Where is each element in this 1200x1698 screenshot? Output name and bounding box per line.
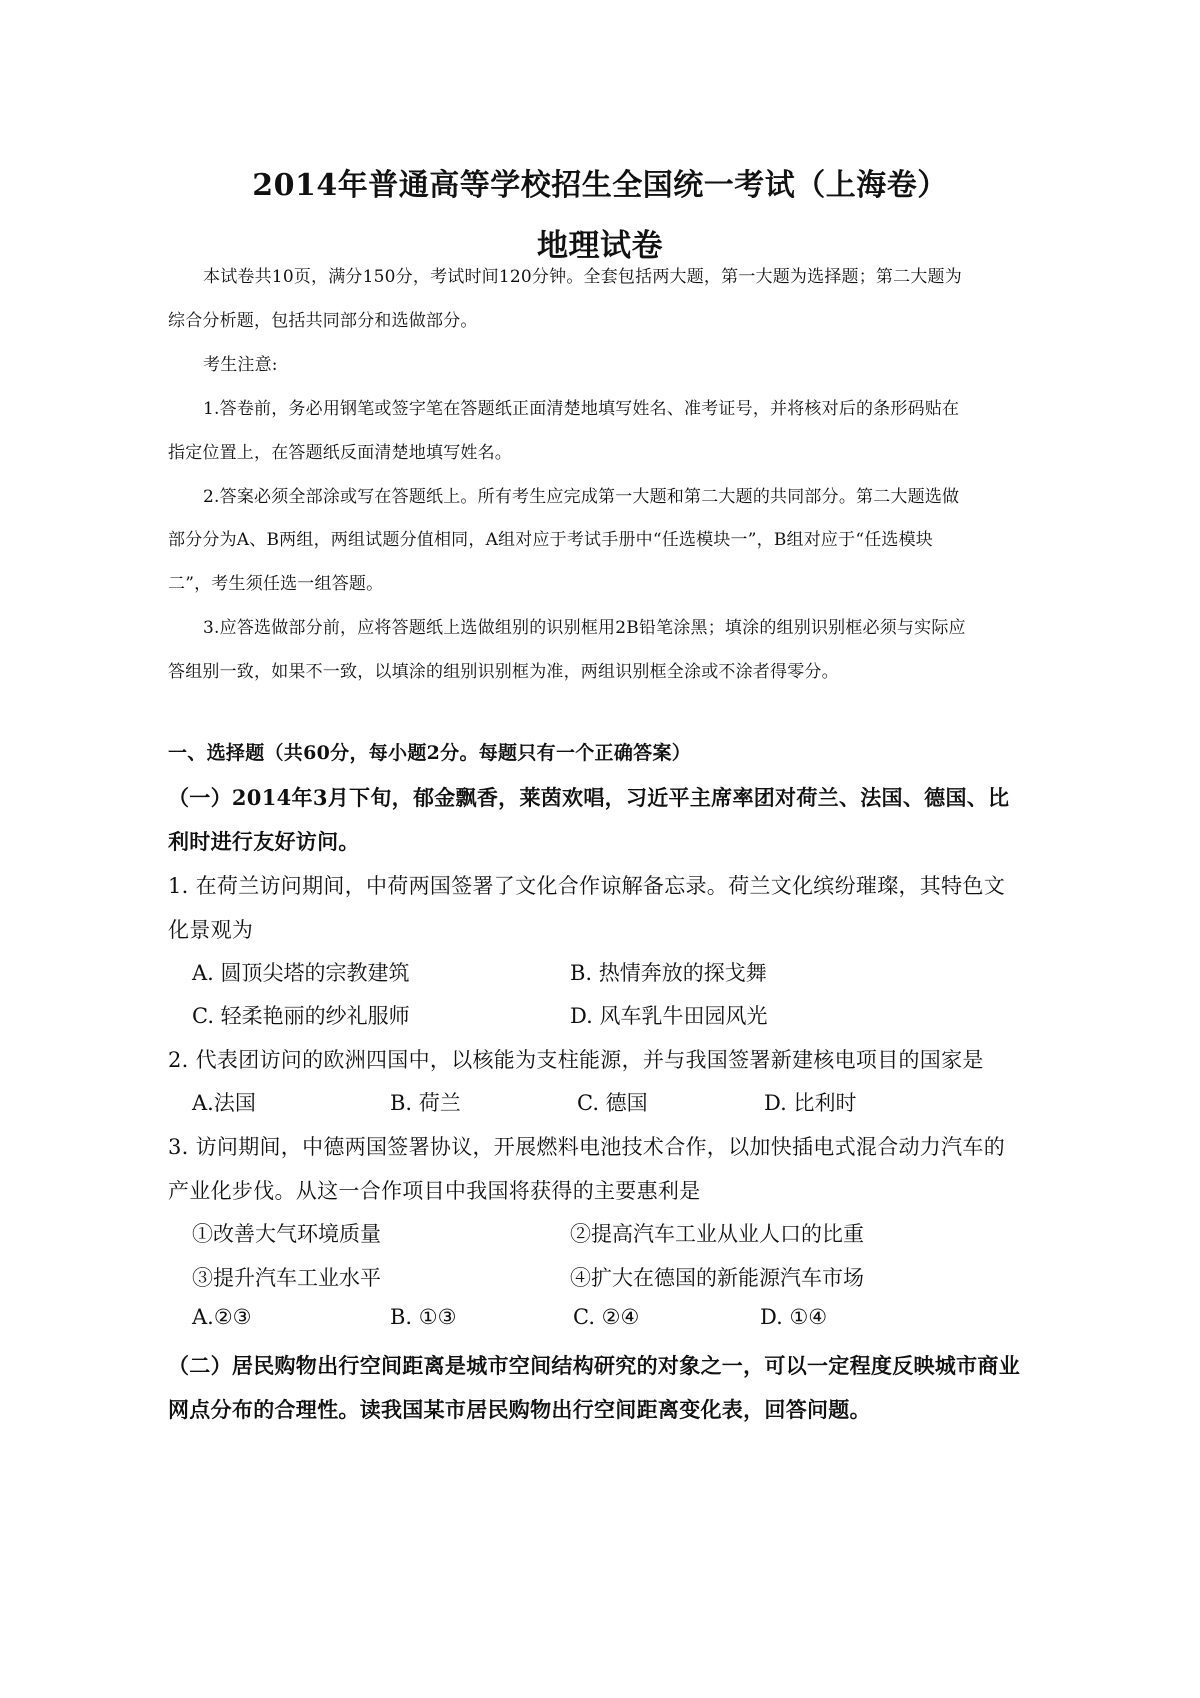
exam-subtitle: 地理试卷: [537, 228, 663, 264]
q3-item-4: ④扩大在德国的新能源汽车市场: [570, 1266, 864, 1290]
q3-stem-line1: 3. 访问期间，中德两国签署协议，开展燃料电池技术合作，以加快插电式混合动力汽车的: [168, 1135, 1006, 1159]
group2-intro-line2: 网点分布的合理性。读我国某市居民购物出行空间距离变化表，回答问题。: [168, 1397, 871, 1422]
q2-option-a: A.法国: [192, 1091, 256, 1115]
group1-intro-line2: 利时进行友好访问。: [168, 829, 360, 854]
q2-option-b: B. 荷兰: [390, 1091, 461, 1115]
note1-line1: 1.答卷前，务必用钢笔或签字笔在答题纸正面清楚地填写姓名、准考证号，并将核对后的条形码贴在: [203, 399, 960, 419]
note2-line1: 2.答案必须全部涂或写在答题纸上。所有考生应完成第一大题和第二大题的共同部分。第二大题选做: [203, 487, 960, 507]
note2-line3: 二”，考生须任选一组答题。: [168, 574, 384, 594]
q1-stem-line2: 化景观为: [168, 918, 254, 942]
q3-option-b: B. ①③: [390, 1305, 457, 1329]
q1-option-b: B. 热情奔放的探戈舞: [570, 961, 767, 985]
q1-option-c: C. 轻柔艳丽的纱礼服师: [192, 1004, 410, 1028]
q3-item-1: ①改善大气环境质量: [192, 1222, 381, 1246]
notice-heading: 考生注意:: [203, 355, 278, 375]
q2-option-c: C. 德国: [577, 1091, 648, 1115]
q1-stem-line1: 1. 在荷兰访问期间，中荷两国签署了文化合作谅解备忘录。荷兰文化缤纷璀璨，其特色文: [168, 874, 1006, 898]
note3-line2: 答组别一致，如果不一致，以填涂的组别识别框为准，两组识别框全涂或不涂者得零分。: [168, 662, 839, 682]
q1-option-a: A. 圆顶尖塔的宗教建筑: [192, 961, 410, 985]
section1-heading: 一、选择题（共60分，每小题2分。每题只有一个正确答案）: [168, 742, 692, 764]
q3-option-a: A.②③: [192, 1305, 252, 1329]
q3-item-2: ②提高汽车工业从业人口的比重: [570, 1222, 864, 1246]
q3-stem-line2: 产业化步伐。从这一合作项目中我国将获得的主要惠利是: [168, 1179, 701, 1203]
q2-option-d: D. 比利时: [764, 1091, 857, 1115]
intro-text-line2: 综合分析题，包括共同部分和选做部分。: [168, 311, 478, 331]
q3-option-c: C. ②④: [573, 1305, 640, 1329]
note1-line2: 指定位置上，在答题纸反面清楚地填写姓名。: [168, 443, 512, 463]
group2-intro-line1: （二）居民购物出行空间距离是城市空间结构研究的对象之一，可以一定程度反映城市商业: [168, 1353, 1020, 1378]
q3-item-3: ③提升汽车工业水平: [192, 1266, 381, 1290]
q3-option-d: D. ①④: [760, 1305, 828, 1329]
intro-text-line1: 本试卷共10页，满分150分，考试时间120分钟。全套包括两大题，第一大题为选择题；第二大题为: [203, 267, 962, 287]
note2-line2: 部分分为A、B两组，两组试题分值相同，A组对应于考试手册中“任选模块一”，B组对应于“任选模块: [168, 530, 934, 550]
note3-line1: 3.应答选做部分前，应将答题纸上选做组别的识别框用2B铅笔涂黑；填涂的组别识别框必须与实际应: [203, 618, 966, 638]
q1-option-d: D. 风车乳牛田园风光: [570, 1004, 768, 1028]
exam-title: 2014年普通高等学校招生全国统一考试（上海卷）: [252, 168, 948, 203]
q2-stem: 2. 代表团访问的欧洲四国中，以核能为支柱能源，并与我国签署新建核电项目的国家是: [168, 1048, 984, 1072]
group1-intro-line1: （一）2014年3月下旬，郁金飘香，莱茵欢唱，习近平主席率团对荷兰、法国、德国、比: [168, 785, 1010, 810]
